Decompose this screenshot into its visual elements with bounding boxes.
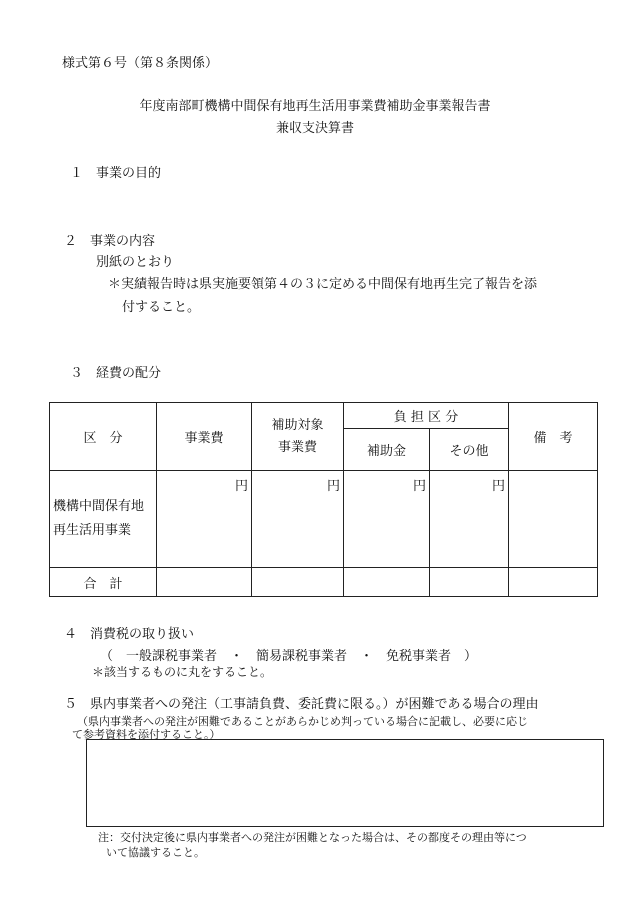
- section5-sub-line2: て参考資料を添付すること。）: [72, 728, 221, 741]
- header-category: 区 分: [50, 403, 157, 471]
- yen-unit: 円: [491, 479, 505, 494]
- row-label-line1: 機構中間保有地: [53, 499, 145, 514]
- section2-heading: ２ 事業の内容: [64, 234, 156, 249]
- subsidy-cell[interactable]: [344, 471, 430, 568]
- total-project-cost-cell[interactable]: [157, 568, 252, 597]
- section4-heading: ４ 消費税の取り扱い: [64, 627, 195, 642]
- header-subsidy: 補助金: [344, 429, 430, 471]
- header-project-cost: 事業費: [157, 403, 252, 471]
- section3-heading: ３ 経費の配分: [70, 366, 162, 381]
- table-row: [50, 471, 598, 568]
- total-subsidy-cell[interactable]: [344, 568, 430, 597]
- total-other-cell[interactable]: [430, 568, 509, 597]
- section5-sub-line1: （県内事業者への発注が困難であることがあらかじめ判っている場合に記載し、必要に応じ: [77, 715, 528, 728]
- table-row-total: [50, 568, 598, 597]
- tax-status-options: （ 一般課税事業者 ・ 簡易課税事業者 ・ 免税事業者 ）: [100, 649, 478, 664]
- section2-note-line2: 付すること。: [122, 300, 201, 315]
- row-label-line2: 再生活用事業: [53, 523, 132, 538]
- yen-unit: 円: [326, 479, 340, 494]
- project-cost-cell[interactable]: [157, 471, 252, 568]
- footnote-line1: 注：交付決定後に県内事業者への発注が困難となった場合は、その都度その理由等につ: [98, 831, 527, 844]
- section2-note-line1: ＊実績報告時は県実施要領第４の３に定める中間保有地再生完了報告を添: [108, 277, 538, 292]
- budget-table: [49, 402, 598, 597]
- header-eligible-line1: 補助対象: [271, 417, 324, 433]
- section5-heading: ５ 県内事業者への発注（工事請負費、委託費に限る。）が困難である場合の理由: [64, 697, 539, 712]
- reason-input-box[interactable]: [86, 739, 604, 827]
- header-remarks: 備 考: [509, 403, 598, 471]
- document-title: 年度南部町機構中間保有地再生活用事業費補助金事業報告書: [139, 99, 491, 114]
- total-eligible-cost-cell[interactable]: [252, 568, 344, 597]
- total-label: 合 計: [50, 568, 157, 597]
- section4-note: ＊該当するものに丸をすること。: [92, 665, 273, 679]
- eligible-cost-cell[interactable]: [252, 471, 344, 568]
- document-subtitle: 兼収支決算書: [275, 121, 354, 136]
- other-cell[interactable]: [430, 471, 509, 568]
- section2-body: 別紙のとおり: [96, 255, 175, 270]
- row-label-cell: [50, 471, 157, 568]
- header-burden: 負 担 区 分: [344, 403, 509, 429]
- section1-heading: １ 事業の目的: [70, 166, 162, 181]
- yen-unit: 円: [234, 479, 248, 494]
- form-number: 様式第６号（第８条関係）: [62, 56, 219, 71]
- yen-unit: 円: [412, 479, 426, 494]
- remarks-cell[interactable]: [509, 471, 598, 568]
- header-other: その他: [430, 429, 509, 471]
- footnote-line2: いて協議すること。: [106, 846, 205, 859]
- header-eligible-line2: 事業費: [277, 439, 317, 455]
- total-remarks-cell[interactable]: [509, 568, 598, 597]
- header-eligible-cost: [252, 403, 344, 471]
